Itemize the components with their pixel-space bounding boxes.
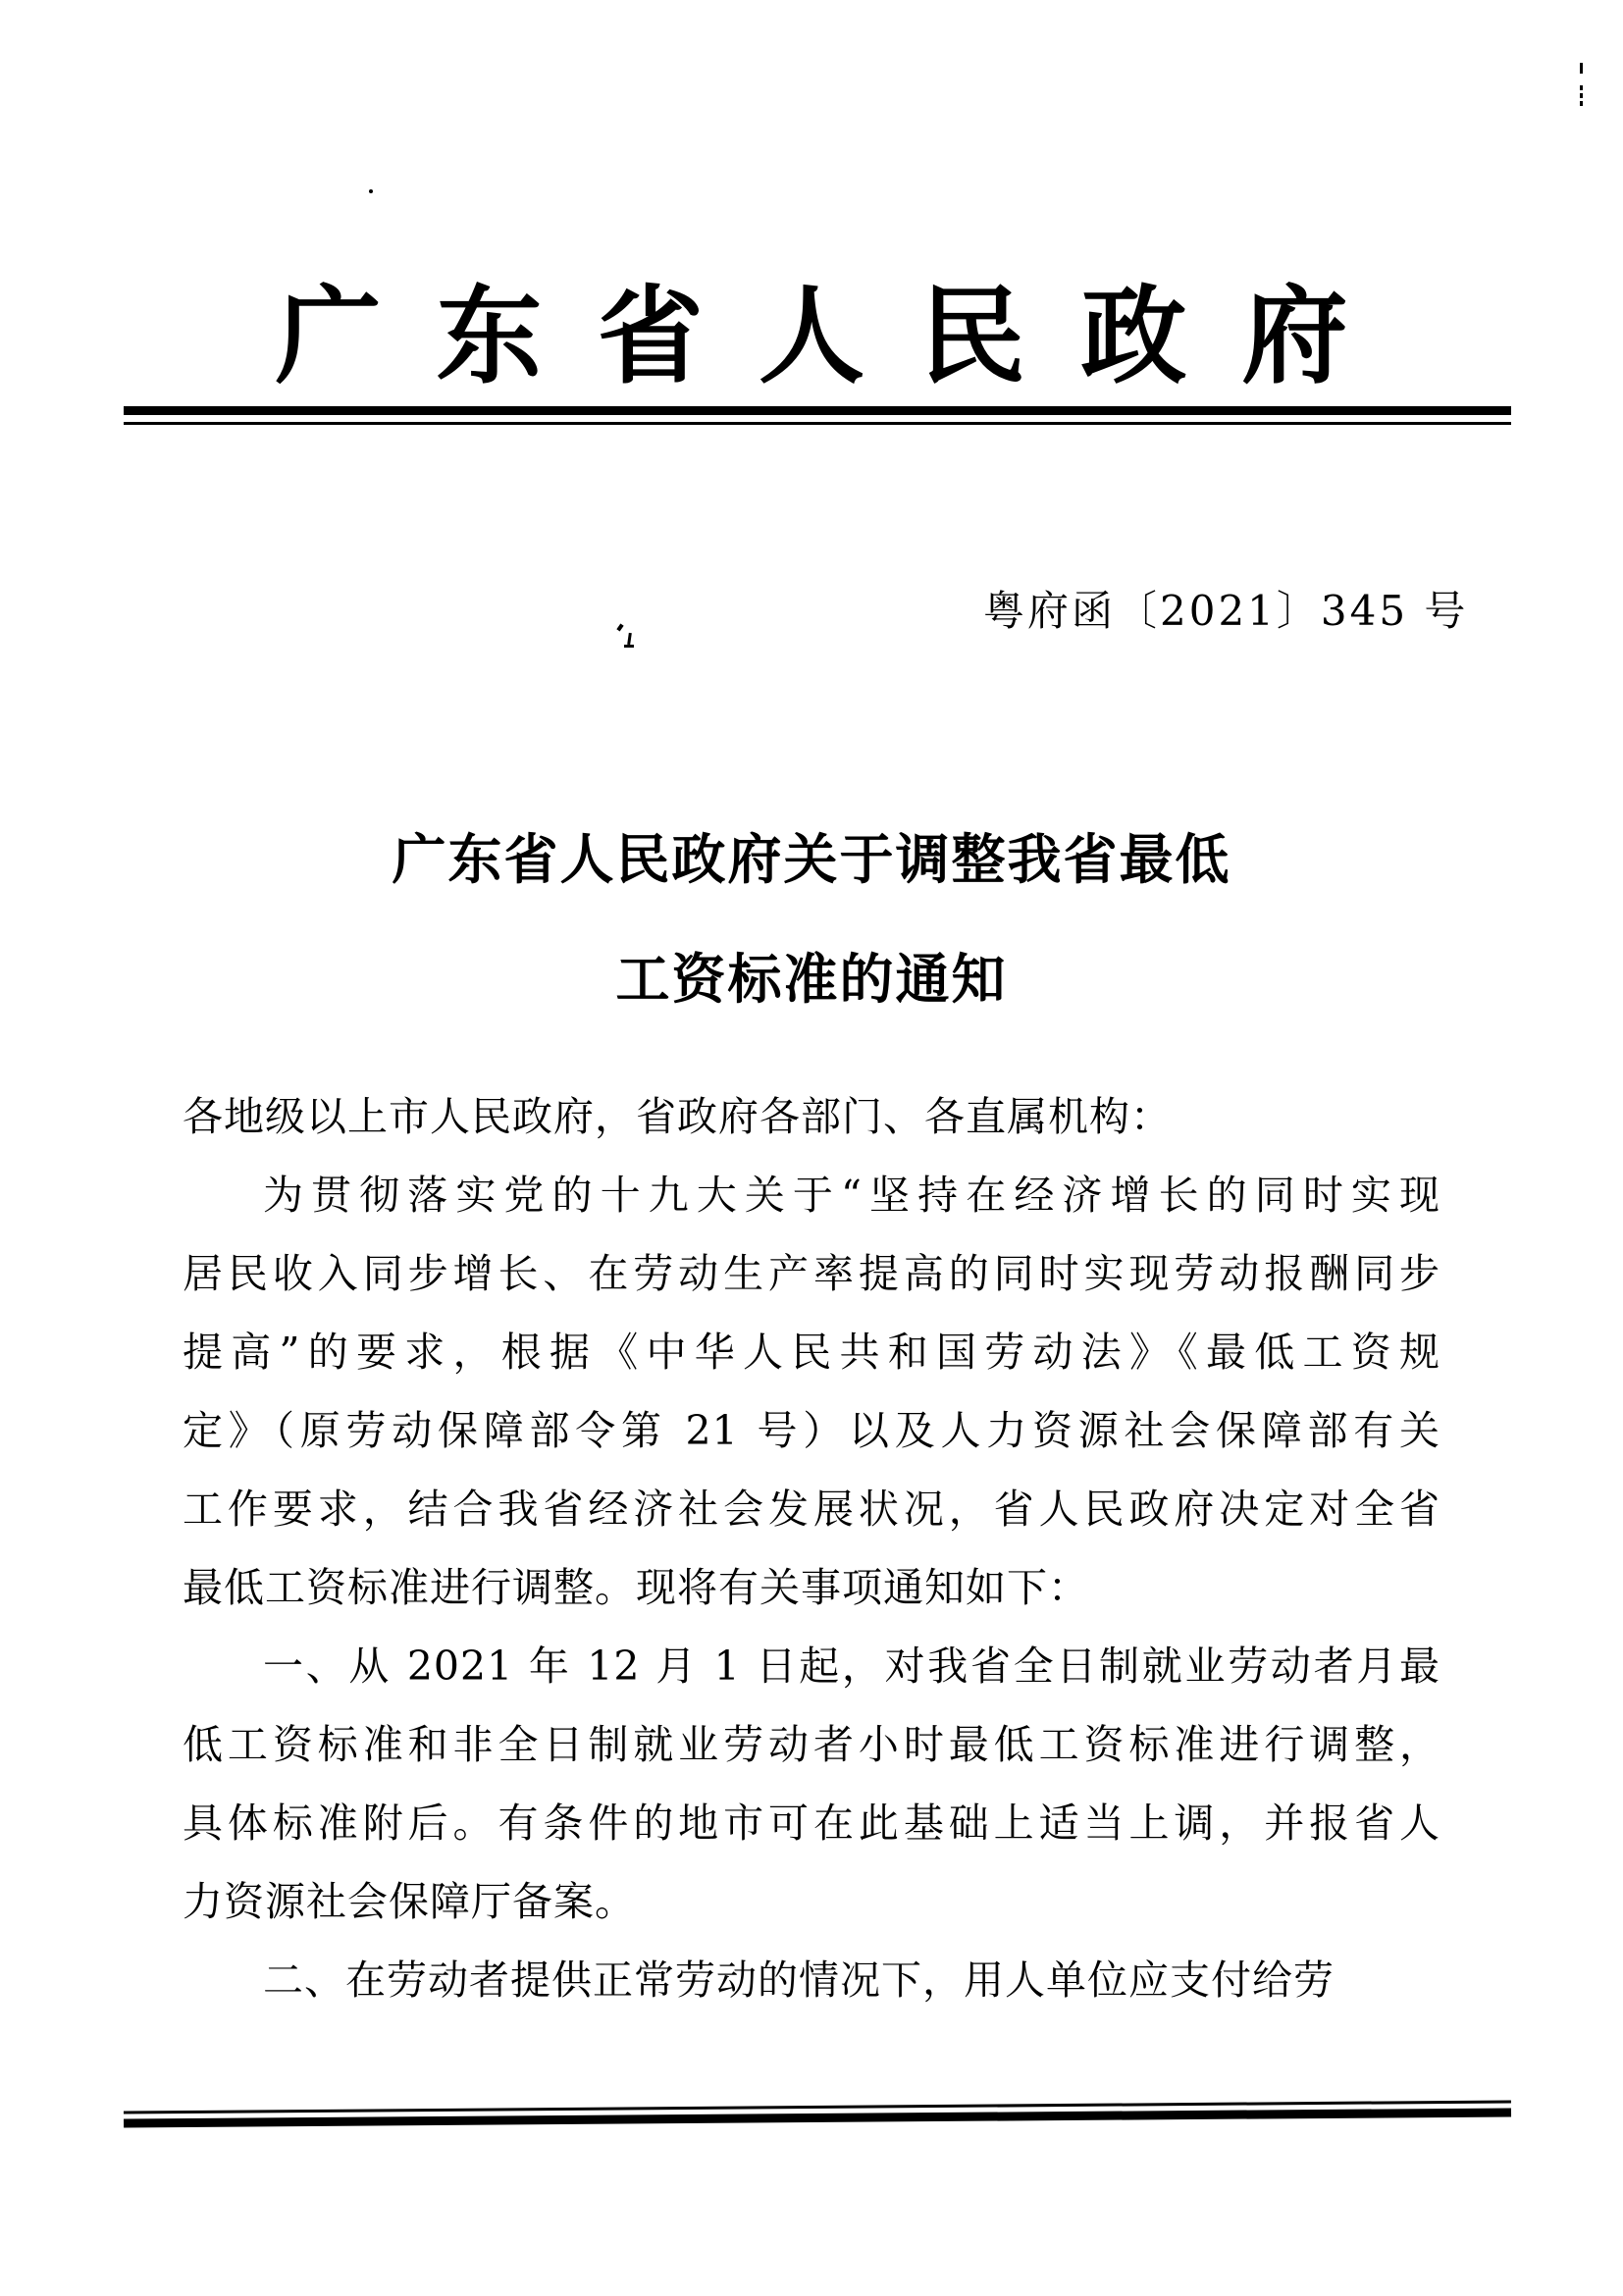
- scan-artifact-corner-dots: [1580, 63, 1586, 109]
- document-title-line2: 工资标准的通知: [615, 947, 1008, 1011]
- salutation: 各地级以上市人民政府，省政府各部门、各直属机构：: [183, 1093, 1172, 1140]
- body-line-item-two: 二、在劳动者提供正常劳动的情况下，用人单位应支付给劳: [263, 1957, 1335, 2004]
- body-line: 力资源社会保障厅备案。: [183, 1878, 636, 1925]
- body-line-item-one: 一、从 2021 年 12 月 1 日起，对我省全日制就业劳动者月最: [263, 1643, 1440, 1690]
- body-line: 工作要求，结合我省经济社会发展状况，省人民政府决定对全省: [183, 1486, 1440, 1533]
- document-body: [183, 1077, 1440, 2019]
- body-line: 为贯彻落实党的十九大关于“坚持在经济增长的同时实现: [263, 1172, 1440, 1219]
- footer-divider: [124, 2100, 1511, 2127]
- header-divider-thick: [124, 406, 1511, 415]
- scan-artifact-smudge: [616, 624, 638, 650]
- body-line: 定》（原劳动保障部令第 21 号）以及人力资源社会保障部有关: [183, 1407, 1440, 1454]
- body-line: 居民收入同步增长、在劳动生产率提高的同时实现劳动报酬同步: [183, 1250, 1440, 1297]
- body-line: 最低工资标准进行调整。现将有关事项通知如下：: [183, 1564, 1089, 1611]
- document-number: 粤府函〔2021〕345 号: [983, 587, 1469, 635]
- document-title-line1: 广东省人民政府关于调整我省最低: [392, 827, 1231, 891]
- body-line: 提高”的要求，根据《中华人民共和国劳动法》《最低工资规: [183, 1329, 1440, 1376]
- scan-artifact-speck: [369, 189, 373, 193]
- document-title: [0, 816, 1623, 1014]
- body-line: 具体标准附后。有条件的地市可在此基础上适当上调，并报省人: [183, 1800, 1440, 1847]
- issuing-authority-name: 广东省人民政府: [275, 275, 1403, 398]
- body-line: 低工资标准和非全日制就业劳动者小时最低工资标准进行调整，: [183, 1721, 1440, 1768]
- header-divider-thin: [124, 422, 1511, 425]
